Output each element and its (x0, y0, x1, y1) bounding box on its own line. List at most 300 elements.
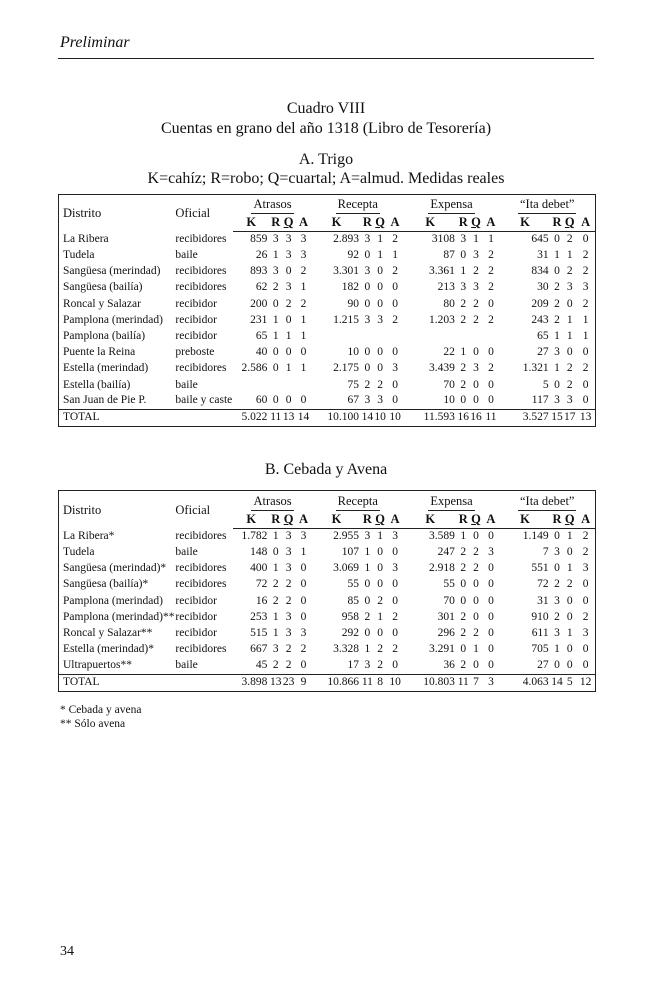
page-number: 34 (60, 944, 74, 959)
cell-q: 1 (377, 610, 384, 623)
cell-r: 1 (272, 530, 279, 543)
cell-distrito: Tudela (63, 546, 95, 559)
cell-k: 3.291 (428, 643, 455, 656)
total-label: TOTAL (59, 674, 172, 691)
cell-q: 0 (566, 297, 573, 310)
cell-r: 3 (554, 394, 560, 407)
column-header-distrito: Distrito (63, 206, 102, 220)
cell-r: 0 (272, 346, 279, 359)
cell-a: 3 (582, 562, 589, 575)
cell-a: 3 (488, 546, 494, 559)
cell-a: 3 (300, 626, 307, 639)
cell-oficial (171, 410, 233, 427)
cell-k: 182 (341, 281, 359, 294)
cebada-avena-table (58, 490, 596, 692)
cell-q: 1 (473, 233, 479, 246)
cell-q: 7 (470, 674, 483, 691)
cell-oficial (171, 674, 233, 691)
cell-q: 1 (285, 362, 292, 375)
subheader-a: A (486, 512, 496, 526)
cell-k: 400 (250, 562, 268, 575)
table-row (59, 345, 596, 361)
cell-oficial: recibidores (175, 643, 227, 656)
cell-k: 67 (347, 394, 359, 407)
cell-r: 0 (364, 249, 371, 262)
cell-distrito: Roncal y Salazar** (63, 626, 153, 639)
cell-oficial: recibidores (175, 578, 227, 591)
cell-q: 3 (566, 281, 573, 294)
subheader-k: K (520, 512, 530, 526)
cell-q: 0 (473, 610, 479, 623)
cell-a: 0 (392, 346, 398, 359)
cell-k: 45 (255, 659, 268, 672)
table-caption: Cuentas en grano del año 1318 (Libro de Tesorería) (160, 120, 492, 137)
cell-a: 0 (392, 546, 398, 559)
cell-q: 3 (285, 610, 292, 623)
cell-oficial: recibidores (175, 362, 227, 375)
cell-r: 0 (364, 578, 371, 591)
cell-a: 0 (488, 578, 494, 591)
cell-a: 2 (582, 546, 589, 559)
cell-q: 1 (566, 249, 573, 262)
cell-r: 2 (460, 659, 467, 672)
cell-r (269, 377, 282, 393)
cell-k: 611 (531, 626, 549, 639)
cell-a: 3 (300, 249, 307, 262)
cell-oficial: baile y caste (175, 394, 233, 407)
cell-k: 834 (531, 265, 549, 278)
subheader-q: Q (375, 215, 386, 229)
cell-r: 1 (272, 329, 279, 342)
cell-a: 0 (582, 394, 589, 407)
cell-oficial: recibidor (175, 297, 217, 310)
section-a-legend: K=cahíz; R=robo; Q=cuartal; A=almud. Medidas reales (147, 170, 505, 187)
cell-r: 1 (460, 265, 467, 278)
cell-q: 16 (470, 410, 483, 427)
cell-a: 1 (300, 546, 307, 559)
cell-r: 14 (551, 674, 564, 691)
column-header-oficial: Oficial (175, 206, 211, 220)
cell-q: 0 (285, 346, 292, 359)
cell-k: 10 (443, 394, 455, 407)
cell-a: 3 (582, 281, 589, 294)
cell-q: 3 (473, 249, 479, 262)
cell-a: 3 (300, 233, 307, 246)
cell-r: 2 (272, 578, 279, 591)
table-row (59, 577, 596, 593)
cell-k (404, 329, 457, 345)
cell-r: 0 (272, 546, 279, 559)
cell-r: 3 (364, 659, 371, 672)
cell-q: 3 (285, 249, 292, 262)
cell-k: 30 (537, 281, 549, 294)
cell-oficial: baile (175, 249, 198, 262)
cell-k: 213 (437, 281, 455, 294)
cell-r: 2 (460, 378, 467, 391)
cell-k: 705 (531, 643, 549, 656)
cell-a: 0 (582, 346, 589, 359)
cell-k: 1.149 (522, 530, 549, 543)
cell-a: 0 (300, 578, 307, 591)
cell-q: 0 (473, 394, 479, 407)
cell-distrito: La Ribera* (63, 529, 115, 542)
cell-a: 2 (392, 610, 398, 623)
cell-r: 0 (364, 594, 371, 607)
subheader-q: Q (564, 512, 575, 526)
cell-q: 0 (377, 297, 384, 310)
cell-q: 2 (473, 562, 479, 575)
cell-k: 292 (341, 626, 359, 639)
table-row (59, 377, 596, 393)
cell-r: 0 (364, 362, 371, 375)
cell-q: 3 (285, 233, 292, 246)
cell-oficial: recibidor (175, 329, 217, 342)
cell-k: 65 (255, 329, 268, 342)
cell-r: 0 (364, 346, 371, 359)
cell-a: 0 (300, 594, 307, 607)
cell-a: 0 (488, 626, 494, 639)
cell-k: 645 (531, 233, 549, 246)
cell-a: 2 (582, 297, 589, 310)
cell-r: 1 (364, 643, 371, 656)
cell-q: 13 (282, 410, 295, 427)
cell-k: 62 (255, 281, 268, 294)
group-header: Recepta (336, 495, 380, 511)
table-row (59, 232, 596, 248)
cell-r: 0 (554, 233, 560, 246)
cell-a: 0 (488, 378, 494, 391)
cell-q: 2 (473, 265, 479, 278)
cell-k: 859 (250, 233, 268, 246)
cell-a: 1 (300, 313, 307, 326)
subheader-k: K (331, 215, 342, 229)
cell-a (482, 329, 499, 345)
cell-q: 0 (377, 265, 384, 278)
cell-r (457, 329, 470, 345)
cell-r: 0 (460, 594, 467, 607)
cell-k: 301 (437, 610, 455, 623)
cell-k: 3.328 (333, 643, 359, 656)
cell-q: 3 (566, 394, 573, 407)
cell-r: 1 (554, 249, 560, 262)
cell-r: 0 (554, 378, 560, 391)
cell-q: 0 (566, 594, 573, 607)
cell-q: 1 (377, 249, 384, 262)
cell-q: 1 (566, 530, 573, 543)
table-row (59, 561, 596, 577)
cell-a: 0 (488, 562, 494, 575)
cell-r: 14 (361, 410, 374, 427)
cell-k: 27 (537, 659, 549, 672)
cell-r: 3 (364, 530, 371, 543)
cell-a: 0 (488, 530, 494, 543)
cell-r: 2 (364, 378, 371, 391)
cell-q: 1 (377, 233, 384, 246)
table-row (59, 609, 596, 625)
section-a-title: A. Trigo (298, 151, 354, 168)
cell-q: 2 (285, 578, 292, 591)
cell-k: 1.782 (241, 530, 268, 543)
table-row (59, 361, 596, 377)
cell-q: 5 (563, 674, 576, 691)
cell-q: 0 (566, 546, 573, 559)
cell-r: 2 (364, 610, 371, 623)
cell-r: 3 (364, 394, 371, 407)
subheader-q: Q (471, 512, 481, 526)
cell-r: 2 (460, 297, 467, 310)
cell-a: 1 (582, 313, 589, 326)
cell-distrito: Sangüesa (bailía) (63, 281, 143, 294)
cell-k: 3.439 (428, 362, 455, 375)
table-row (59, 280, 596, 296)
table-row (59, 296, 596, 312)
cell-a: 0 (392, 378, 398, 391)
group-header: Atrasos (251, 495, 293, 511)
cell-a: 2 (300, 643, 307, 656)
cell-k: 231 (250, 313, 268, 326)
cell-q: 2 (377, 659, 384, 672)
cell-a: 0 (300, 610, 307, 623)
cell-r: 2 (272, 594, 279, 607)
cell-a: 2 (582, 530, 589, 543)
cell-k: 667 (250, 643, 268, 656)
subheader-r: R (552, 512, 562, 526)
subheader-r: R (458, 512, 468, 526)
table-row (59, 529, 596, 545)
cell-k: 65 (537, 329, 549, 342)
subheader-r: R (271, 215, 281, 229)
cell-r: 0 (272, 394, 279, 407)
group-header: Expensa (428, 198, 474, 214)
cell-q: 2 (566, 578, 573, 591)
cell-k: 107 (341, 546, 359, 559)
cell-a: 12 (576, 674, 595, 691)
cell-k: 296 (437, 626, 455, 639)
cell-oficial: baile (175, 378, 198, 391)
subheader-a: A (581, 512, 591, 526)
cell-distrito: Sangüesa (merindad)* (63, 562, 167, 575)
cell-a: 0 (582, 378, 589, 391)
cell-a: 11 (482, 410, 499, 427)
cell-q: 0 (377, 626, 384, 639)
cell-oficial: recibidores (175, 232, 227, 245)
cell-oficial: recibidores (175, 562, 227, 575)
cell-oficial: recibidores (175, 281, 227, 294)
cell-q: 2 (566, 362, 573, 375)
cell-distrito: Sangüesa (merindad) (63, 265, 161, 278)
cell-r: 2 (554, 578, 560, 591)
cell-a: 13 (576, 410, 595, 427)
cell-r: 11 (457, 674, 470, 691)
cell-q: 2 (473, 626, 479, 639)
cell-a: 10 (387, 410, 404, 427)
cell-k: 26 (255, 249, 268, 262)
cell-r: 0 (272, 297, 279, 310)
cell-q: 3 (377, 313, 384, 326)
cell-q (470, 329, 483, 345)
cell-r: 2 (460, 610, 467, 623)
cell-q: 0 (285, 313, 292, 326)
cell-k: 10 (347, 346, 359, 359)
cell-r: 1 (272, 249, 279, 262)
table-row (59, 264, 596, 280)
cell-a: 2 (488, 281, 494, 294)
cell-r: 2 (554, 297, 560, 310)
cell-a: 1 (582, 329, 589, 342)
cell-r: 2 (554, 281, 560, 294)
cell-q: 2 (566, 265, 573, 278)
cell-r (361, 329, 374, 345)
trigo-table (58, 194, 596, 427)
table-row (59, 329, 596, 345)
cell-r: 2 (460, 546, 467, 559)
cell-q: 0 (566, 643, 573, 656)
cell-distrito: Pamplona (merindad)** (63, 610, 175, 623)
group-header: “Ita debet” (518, 198, 576, 214)
cell-r: 3 (364, 233, 371, 246)
cell-k: 72 (255, 578, 268, 591)
cell-q: 0 (377, 578, 384, 591)
cell-oficial: recibidor (175, 313, 217, 326)
cell-a: 1 (300, 281, 307, 294)
cell-q: 3 (285, 530, 292, 543)
cell-k: 11.593 (404, 410, 457, 427)
cell-k: 85 (347, 594, 359, 607)
subheader-k: K (246, 512, 257, 526)
cell-a: 0 (582, 659, 589, 672)
cell-r: 0 (554, 530, 560, 543)
cell-a: 0 (300, 659, 307, 672)
cell-k: 31 (537, 594, 549, 607)
cell-q: 2 (566, 233, 573, 246)
cell-r: 11 (269, 410, 282, 427)
cell-q: 0 (473, 578, 479, 591)
cell-k: 10.803 (404, 674, 457, 691)
footnotes (60, 703, 141, 731)
subheader-r: R (362, 512, 372, 526)
cell-k: 2.918 (428, 562, 455, 575)
cell-a: 0 (392, 297, 398, 310)
cell-distrito: Ultrapuertos** (63, 659, 132, 672)
cell-a: 0 (300, 562, 307, 575)
cell-a: 2 (582, 610, 589, 623)
cell-a: 0 (300, 394, 307, 407)
cell-r: 1 (364, 546, 371, 559)
cell-oficial: recibidor (175, 594, 217, 607)
cell-k: 910 (531, 610, 549, 623)
cell-r: 1 (554, 643, 560, 656)
cell-r: 1 (272, 626, 279, 639)
cell-q: 0 (566, 610, 573, 623)
cell-q: 3 (377, 394, 384, 407)
subheader-q: Q (564, 215, 575, 229)
cell-oficial: recibidor (175, 610, 217, 623)
cell-k (312, 329, 361, 345)
cell-k: 1.203 (428, 313, 455, 326)
cell-q: 3 (285, 562, 292, 575)
cell-a: 3 (392, 562, 398, 575)
subheader-a: A (581, 215, 591, 229)
table-row (59, 593, 596, 609)
cell-r: 0 (460, 394, 467, 407)
cell-a: 3 (582, 626, 589, 639)
table-row (59, 626, 596, 642)
subheader-r: R (458, 215, 468, 229)
cell-q: 3 (473, 281, 479, 294)
cell-a: 3 (300, 530, 307, 543)
cell-a: 9 (295, 674, 312, 691)
cell-q: 2 (473, 546, 479, 559)
cell-r: 1 (460, 530, 467, 543)
cell-q: 0 (377, 346, 384, 359)
cell-a: 2 (582, 362, 589, 375)
cell-a: 1 (300, 329, 307, 342)
cell-k: 3.301 (333, 265, 359, 278)
cell-q: 2 (377, 643, 384, 656)
cell-r: 0 (460, 249, 467, 262)
cell-r: 0 (460, 643, 467, 656)
cell-distrito: Sangüesa (bailía)* (63, 578, 149, 591)
subheader-q: Q (375, 512, 386, 526)
cell-distrito: Pamplona (merindad) (63, 313, 163, 326)
cell-r: 11 (361, 674, 374, 691)
column-header-distrito: Distrito (63, 502, 102, 517)
subheader-k: K (520, 215, 530, 229)
cell-q: 0 (473, 378, 479, 391)
cell-r: 1 (554, 329, 560, 342)
cell-k: 72 (537, 578, 549, 591)
cell-r: 0 (272, 362, 279, 375)
cell-a: 0 (392, 659, 398, 672)
cell-distrito: San Juan de Pie P. (63, 394, 147, 407)
table-row (59, 658, 596, 674)
cell-k: 5.022 (233, 410, 269, 427)
cell-r: 15 (551, 410, 564, 427)
cell-k: 1.215 (333, 313, 359, 326)
cell-r: 1 (272, 562, 279, 575)
cell-k: 27 (537, 346, 549, 359)
cell-q: 0 (473, 594, 479, 607)
cell-a: 0 (392, 626, 398, 639)
cell-r: 2 (272, 281, 279, 294)
cell-k: 92 (347, 249, 359, 262)
cell-q: 3 (285, 546, 292, 559)
cell-a (295, 377, 312, 393)
cell-k: 40 (255, 346, 268, 359)
cell-a: 1 (392, 249, 398, 262)
cell-k: 10.100 (312, 410, 361, 427)
cell-r: 3 (554, 346, 560, 359)
cell-r: 3 (554, 594, 560, 607)
cell-k: 253 (250, 610, 268, 623)
cell-k: 893 (250, 265, 268, 278)
subheader-a: A (390, 512, 400, 526)
cell-r: 2 (460, 626, 467, 639)
cell-a: 0 (582, 643, 589, 656)
cell-r: 2 (460, 362, 467, 375)
cell-r: 2 (554, 313, 560, 326)
cell-k: 148 (250, 546, 268, 559)
cell-distrito: Pamplona (merindad) (63, 594, 163, 607)
header-rule (58, 58, 594, 59)
subheader-k: K (425, 215, 436, 229)
footnote: * Cebada y avena (60, 704, 142, 716)
cell-a: 0 (582, 233, 589, 246)
cell-distrito: Puente la Reina (63, 346, 136, 359)
subheader-q: Q (471, 215, 481, 229)
cell-a: 1 (488, 233, 494, 246)
cell-a: 0 (582, 594, 589, 607)
